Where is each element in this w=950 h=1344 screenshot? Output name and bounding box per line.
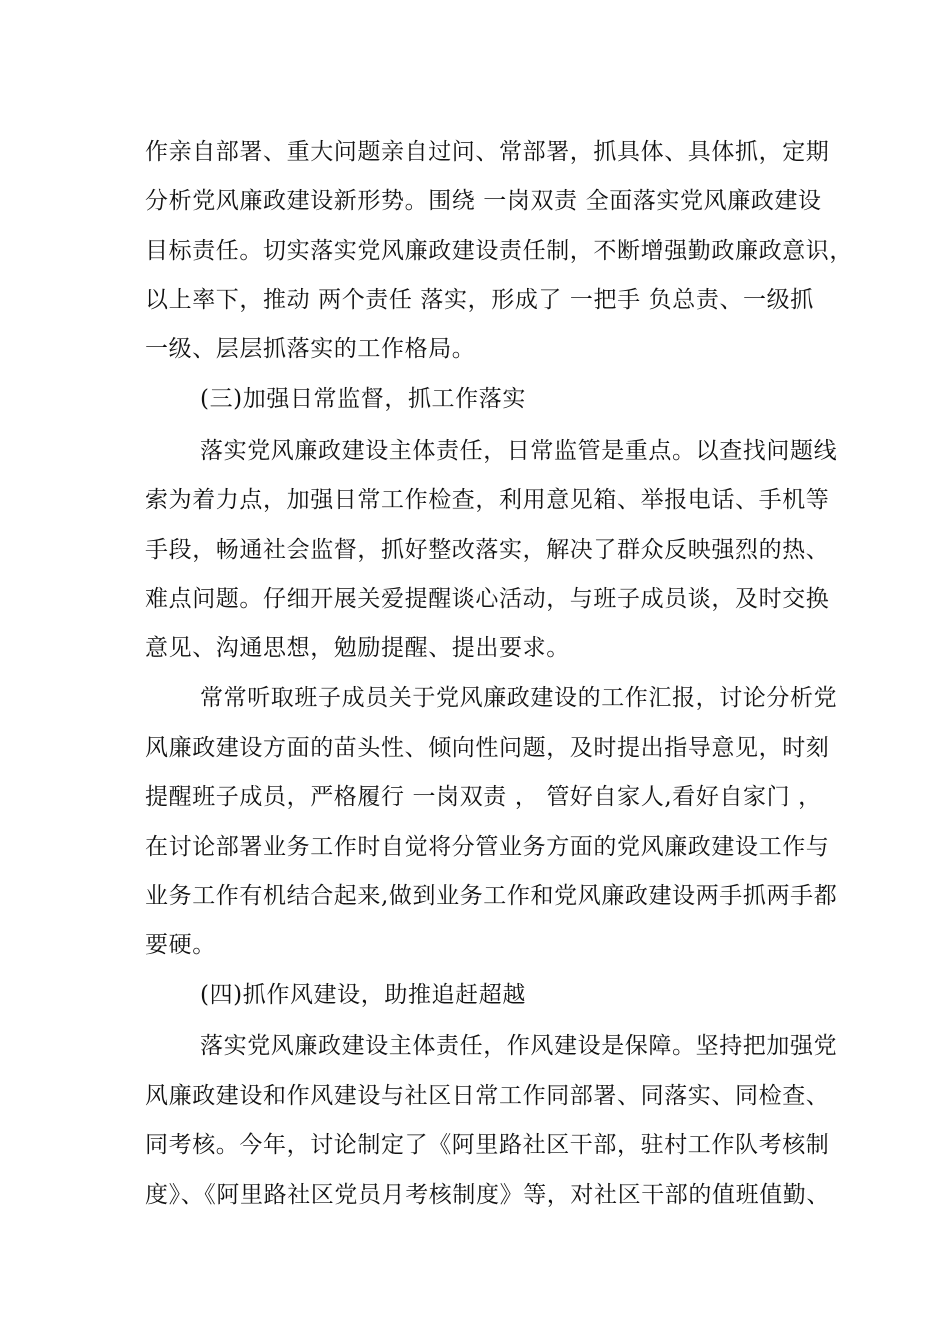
paragraph-line: 常常听取班子成员关于党风廉政建设的工作汇报，讨论分析党 bbox=[200, 685, 838, 711]
paragraph-line: 落实党风廉政建设主体责任，日常监管是重点。以查找问题线 bbox=[200, 438, 838, 464]
paragraph-line: 分析党风廉政建设新形势。围绕 一岗双责 全面落实党风廉政建设 bbox=[145, 188, 822, 214]
paragraph-line: 风廉政建设方面的苗头性、倾向性问题，及时提出指导意见，时刻 bbox=[145, 735, 830, 761]
paragraph-line: 业务工作有机结合起来,做到业务工作和党风廉政建设两手抓两手都 bbox=[145, 883, 838, 909]
paragraph-line: 要硬。 bbox=[145, 932, 216, 958]
section-heading-4: (四)抓作风建设，助推追赶超越 bbox=[200, 982, 526, 1008]
paragraph-line: 作亲自部署、重大问题亲自过问、常部署，抓具体、具体抓，定期 bbox=[145, 139, 830, 165]
paragraph-line: 手段，畅通社会监督，抓好整改落实，解决了群众反映强烈的热、 bbox=[145, 537, 830, 563]
paragraph-line: 同考核。今年，讨论制定了《阿里路社区干部，驻村工作队考核制 bbox=[145, 1132, 830, 1158]
paragraph-line: 意见、沟通思想，勉励提醒、提出要求。 bbox=[145, 635, 570, 661]
paragraph-line: 风廉政建设和作风建设与社区日常工作同部署、同落实、同检查、 bbox=[145, 1083, 830, 1109]
paragraph-line: 度》、《阿里路社区党员月考核制度》等，对社区干部的值班值勤、 bbox=[145, 1182, 830, 1208]
paragraph-line: 提醒班子成员，严格履行 一岗双责 ， 管好自家人,看好自家门 ， bbox=[145, 784, 822, 810]
paragraph-line: 目标责任。切实落实党风廉政建设责任制，不断增强勤政廉政意识， bbox=[145, 238, 853, 264]
paragraph-line: 落实党风廉政建设主体责任，作风建设是保障。坚持把加强党 bbox=[200, 1033, 838, 1059]
paragraph-line: 难点问题。仔细开展关爱提醒谈心活动，与班子成员谈，及时交换 bbox=[145, 586, 830, 612]
paragraph-line: 索为着力点，加强日常工作检查，利用意见箱、举报电话、手机等 bbox=[145, 487, 830, 513]
paragraph-line: 在讨论部署业务工作时自觉将分管业务方面的党风廉政建设工作与 bbox=[145, 834, 830, 860]
paragraph-line: 以上率下，推动 两个责任 落实，形成了 一把手 负总责、一级抓 bbox=[145, 287, 814, 313]
section-heading-3: (三)加强日常监督，抓工作落实 bbox=[200, 386, 526, 412]
paragraph-line: 一级、层层抓落实的工作格局。 bbox=[145, 336, 476, 362]
